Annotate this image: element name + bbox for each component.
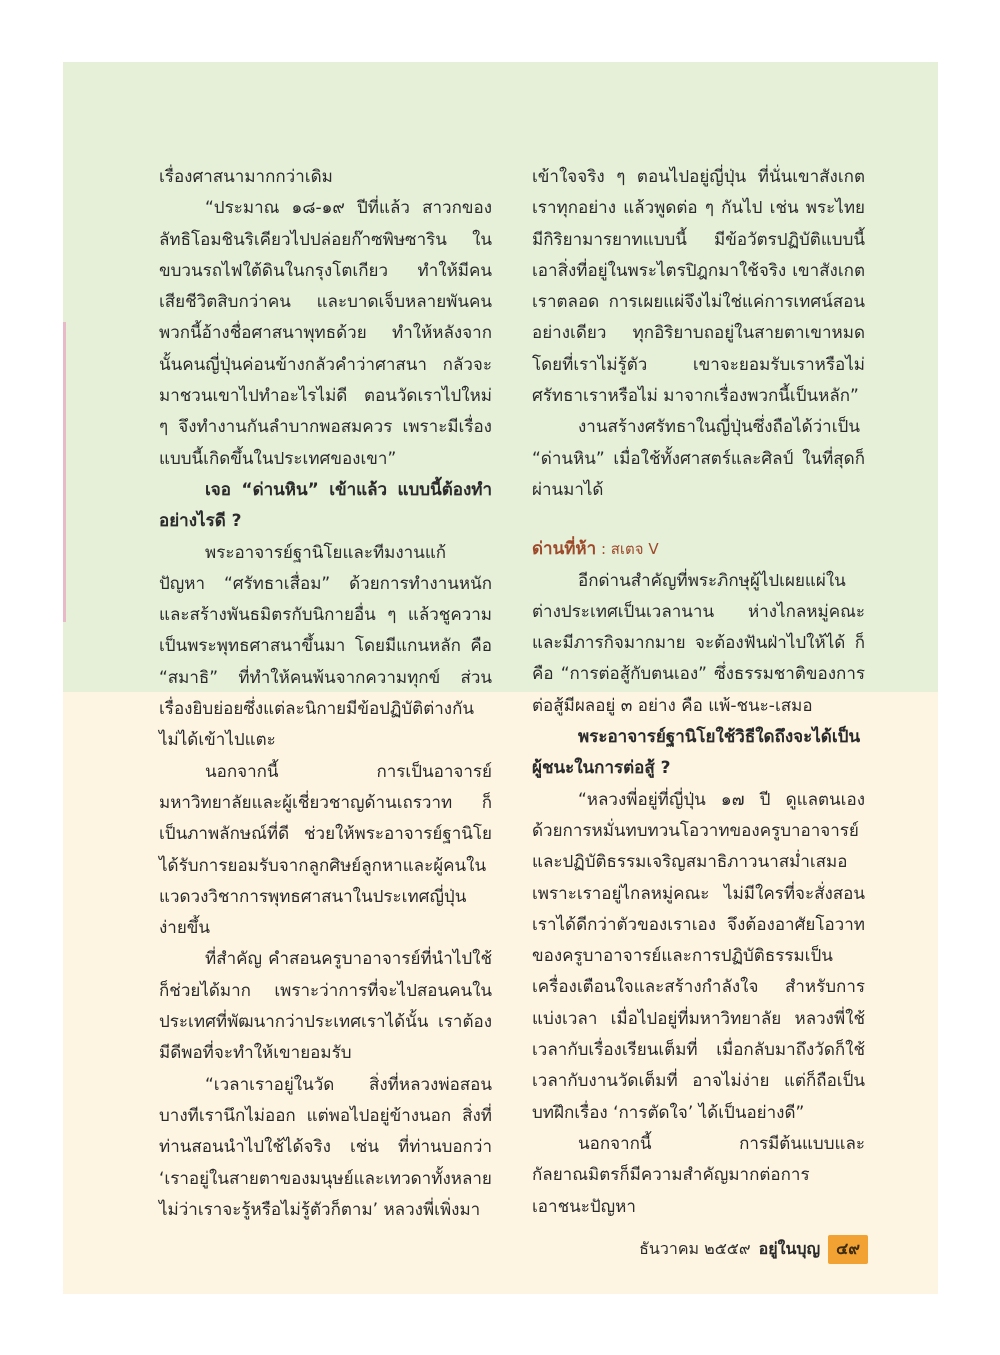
paragraph: “หลวงพี่อยู่ที่ญี่ปุ่น ๑๗ ปี ดูแลตนเองด้วยการหมั่นทบทวนโอวาทของครูบาอาจารย์ และปฏิบัติธรรมเจริญสมาธิภาวนาสม่ำเสมอ เพราะเราอยู่ไกลหมู่คณะ ไม่มีใครที่จะสั่งสอนเราได้ดีกว่าตัวของเราเอง จึงต้องอาศัยโอวาทของครูบาอาจารย์และการปฏิบัติธรรมเป็นเครื่องเตือนใจและสร้างกำลังใจ สำหรับการแบ่งเวลา เมื่อไปอยู่ที่มหาวิทยาลัย หลวงพี่ใช้เวลากับเรื่องเรียนเต็มที่ เมื่อกลับมาถึงวัดก็ใช้เวลากับงานวัดเต็มที่ อาจไม่ง่าย แต่ก็ถือเป็นบทฝึกเรื่อง ‘การตัดใจ’ ได้เป็นอย่างดี”: [532, 789, 865, 1123]
paragraph: พระอาจารย์ฐานิโยและทีมงานแก้ปัญหา “ศรัทธาเสื่อม” ด้วยการทำงานหนักและสร้างพันธมิตรกับนิกายอื่น ๆ แล้วชูความเป็นพระพุทธศาสนาขึ้นมา โดยมีแกนหลัก คือ “สมาธิ” ที่ทำให้คนพ้นจากความทุกข์ ส่วนเรื่องยิบย่อยซึ่งแต่ละนิกายมีข้อปฏิบัติต่างกันไม่ได้เข้าไปแตะ: [159, 542, 492, 751]
right-column: [532, 162, 865, 1223]
section-subtitle: : สเตจ V: [596, 540, 659, 559]
magazine-name: อยู่ในบุญ: [758, 1238, 821, 1258]
paragraph: “เวลาเราอยู่ในวัด สิ่งที่หลวงพ่อสอนบางทีเรานึกไม่ออก แต่พอไปอยู่ข้างนอก สิ่งที่ท่านสอนนำไปใช้ได้จริง เช่น ที่ท่านบอกว่า ‘เราอยู่ในสายตาของมนุษย์และเทวดาทั้งหลาย ไม่ว่าเราจะรู้หรือไม่รู้ตัวก็ตาม’ หลวงพี่เพิ่งมา: [159, 1074, 492, 1220]
page-edge-mark: [63, 322, 66, 622]
page-number: ๔๙: [828, 1235, 868, 1264]
section-title: ด่านที่ห้า: [532, 539, 597, 560]
paragraph: นอกจากนี้ การมีต้นแบบและกัลยาณมิตรก็มีความสำคัญมากต่อการเอาชนะปัญหา: [532, 1133, 865, 1217]
paragraph: เรื่องศาสนามากกว่าเดิม: [159, 167, 333, 187]
magazine-page: [63, 62, 938, 1294]
paragraph: อีกด่านสำคัญที่พระภิกษุผู้ไปเผยแผ่ในต่างประเทศเป็นเวลานาน ห่างไกลหมู่คณะ และมีภารกิจมากมาย จะต้องฟันฝ่าไปให้ได้ ก็คือ “การต่อสู้กับตนเอง” ซึ่งธรรมชาติของการต่อสู้มีผลอยู่ ๓ อย่าง คือ แพ้-ชนะ-เสมอ: [532, 570, 865, 716]
paragraph: เข้าใจจริง ๆ ตอนไปอยู่ญี่ปุ่น ที่นั่นเขาสังเกตเราทุกอย่าง แล้วพูดต่อ ๆ กันไป เช่น พระไทยมีกิริยามารยาทแบบนี้ มีข้อวัตรปฏิบัติแบบนี้ เอาสิ่งที่อยู่ในพระไตรปิฎกมาใช้จริง เขาสังเกตเราตลอด การเผยแผ่จึงไม่ใช่แค่การเทศน์สอนอย่างเดียว ทุกอิริยาบถอยู่ในสายตาเขาหมด โดยที่เราไม่รู้ตัว เขาจะยอมรับเราหรือไม่ศรัทธาเราหรือไม่ มาจากเรื่องพวกนี้เป็นหลัก”: [532, 167, 865, 407]
page-footer: [623, 1234, 868, 1264]
left-column: [159, 162, 492, 1226]
interview-question: พระอาจารย์ฐานิโยใช้วิธีใดถึงจะได้เป็นผู้ชนะในการต่อสู้ ?: [532, 727, 861, 779]
paragraph: นอกจากนี้ การเป็นอาจารย์มหาวิทยาลัยและผู้เชี่ยวชาญด้านเถรวาท ก็เป็นภาพลักษณ์ที่ดี ช่วยให้พระอาจารย์ฐานิโยได้รับการยอมรับจากลูกศิษย์ลูกหาและผู้คนในแวดวงวิชาการพุทธศาสนาในประเทศญี่ปุ่นง่ายขึ้น: [159, 761, 492, 939]
section-heading: [532, 534, 865, 565]
paragraph: “ประมาณ ๑๘-๑๙ ปีที่แล้ว สาวกของลัทธิโอมชินริเคียวไปปล่อยก๊าซพิษซาริน ในขบวนรถไฟใต้ดินในกรุงโตเกียว ทำให้มีคนเสียชีวิตสิบกว่าคน และบาดเจ็บหลายพันคน พวกนี้อ้างชื่อศาสนาพุทธด้วย ทำให้หลังจากนั้นคนญี่ปุ่นค่อนข้างกลัวคำว่าศาสนา กลัวจะมาชวนเขาไปทำอะไรไม่ดี ตอนวัดเราไปใหม่ ๆ จึงทำงานกันลำบากพอสมควร เพราะมีเรื่องแบบนี้เกิดขึ้นในประเทศของเขา”: [159, 198, 492, 469]
issue-date: ธันวาคม ๒๕๕๙: [639, 1238, 751, 1258]
paragraph: ที่สำคัญ คำสอนครูบาอาจารย์ที่นำไปใช้ก็ช่วยได้มาก เพราะว่าการที่จะไปสอนคนในประเทศที่พัฒนากว่าประเทศเราได้นั้น เราต้องมีดีพอที่จะทำให้เขายอมรับ: [159, 949, 492, 1064]
interview-question: เจอ “ด่านหิน” เข้าแล้ว แบบนี้ต้องทำอย่างไรดี ?: [159, 479, 492, 532]
paragraph: งานสร้างศรัทธาในญี่ปุ่นซึ่งถือได้ว่าเป็น “ด่านหิน” เมื่อใช้ทั้งศาสตร์และศิลป์ ในที่สุดก็ผ่านมาได้: [532, 417, 865, 500]
